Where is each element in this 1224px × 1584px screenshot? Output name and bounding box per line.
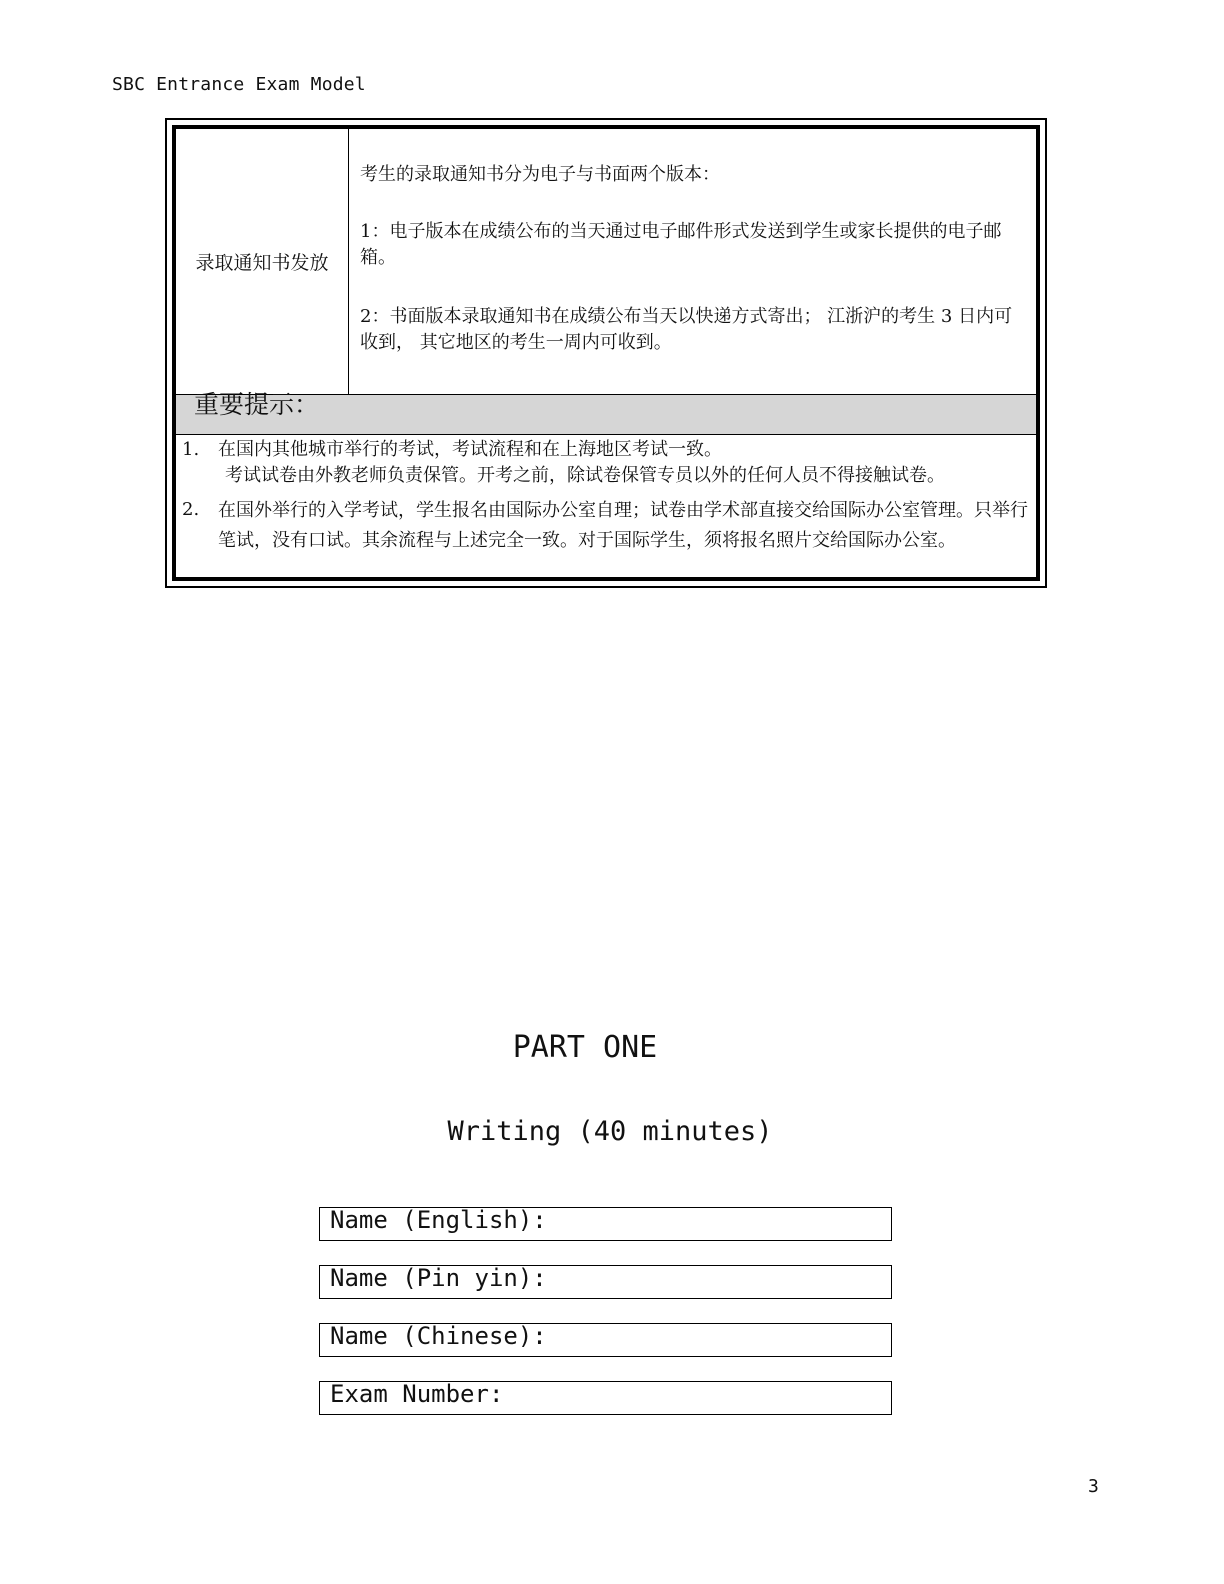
notice-point-1: 1：电子版本在成绩公布的当天通过电子邮件形式发送到学生或家长提供的电子邮箱。	[360, 221, 1002, 268]
part-title: PART ONE	[512, 1030, 658, 1065]
name-english-field[interactable]: Name (English):	[319, 1207, 892, 1241]
tips-heading: 重要提示：	[176, 394, 1036, 435]
notice-table-inner	[172, 125, 1040, 581]
tip-number: 2.	[182, 499, 200, 520]
notice-table	[165, 118, 1047, 588]
name-pinyin-field[interactable]: Name (Pin yin):	[319, 1265, 892, 1299]
part-subtitle: Writing (40 minutes)	[447, 1116, 773, 1147]
notice-row	[176, 129, 1036, 394]
page-number: 3	[1088, 1476, 1099, 1497]
notice-point-2: 2：书面版本录取通知书在成绩公布当天以快递方式寄出； 江浙沪的考生 3 日内可收到， 其它地区的考生一周内可收到。	[360, 306, 1013, 353]
notice-label: 录取通知书发放	[176, 129, 349, 394]
page-header: SBC Entrance Exam Model	[112, 74, 366, 95]
exam-number-field[interactable]: Exam Number:	[319, 1381, 892, 1415]
tip-number: 1.	[182, 439, 200, 460]
tip-text: 在国外举行的入学考试，学生报名由国际办公室自理；试卷由学术部直接交给国际办公室管理。只举行笔试，没有口试。其余流程与上述完全一致。对于国际学生，须将报名照片交给国际办公室。	[218, 500, 1028, 551]
notice-intro: 考生的录取通知书分为电子与书面两个版本：	[360, 164, 720, 185]
name-chinese-field[interactable]: Name (Chinese):	[319, 1323, 892, 1357]
tip-text-line-2: 考试试卷由外教老师负责保管。开考之前，除试卷保管专员以外的任何人员不得接触试卷。	[225, 465, 945, 486]
tip-text-line-1: 在国内其他城市举行的考试，考试流程和在上海地区考试一致。	[218, 439, 722, 460]
tips-list	[176, 435, 1036, 577]
